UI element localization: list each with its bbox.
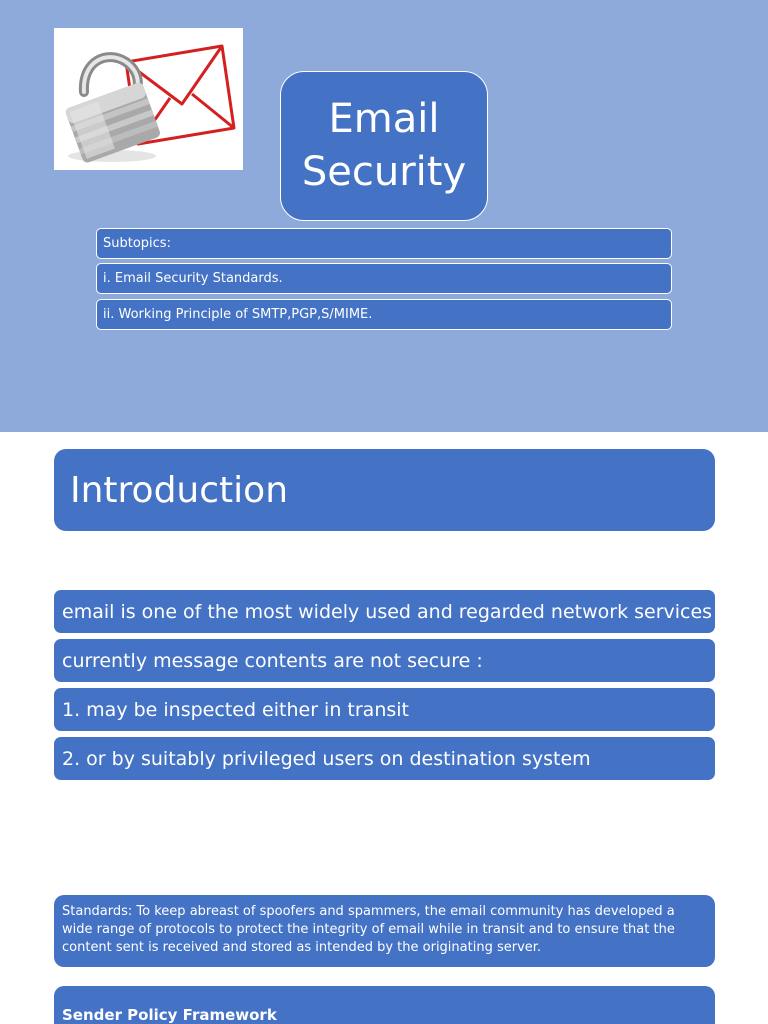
title-slide xyxy=(0,0,768,432)
title-box xyxy=(280,71,488,221)
standards-text: Standards: To keep abreast of spoofers and spammers, the email community has developed a wide range of protocols to protect the integrity of email while in transit and to ensure that the content sent is received and stored as intended by the originating server. xyxy=(54,895,715,967)
intro-item-1: email is one of the most widely used and regarded network services xyxy=(54,590,715,633)
title-line-2: Security xyxy=(301,149,467,195)
introduction-heading: Introduction xyxy=(54,449,715,531)
title-line-1: Email xyxy=(328,96,440,142)
subtopic-item-2: ii. Working Principle of SMTP,PGP,S/MIME. xyxy=(96,299,672,330)
intro-item-3: 1. may be inspected either in transit xyxy=(54,688,715,731)
padlock-envelope-icon xyxy=(54,28,243,170)
subtopic-item-1: i. Email Security Standards. xyxy=(96,263,672,294)
intro-item-2: currently message contents are not secure : xyxy=(54,639,715,682)
sender-policy-framework-heading: Sender Policy Framework xyxy=(54,986,715,1024)
subtopics-header: Subtopics: xyxy=(96,228,672,259)
intro-item-4: 2. or by suitably privileged users on destination system xyxy=(54,737,715,780)
